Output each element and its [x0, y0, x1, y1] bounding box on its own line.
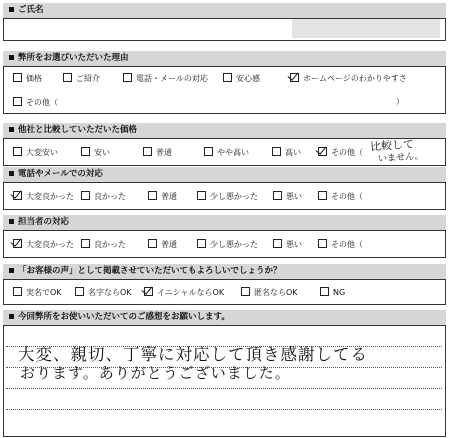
checkbox-icon[interactable]: [81, 191, 90, 200]
checkbox-checked-icon[interactable]: [318, 147, 327, 156]
checkbox-icon[interactable]: [320, 287, 329, 296]
section-heading-impression: [3, 310, 446, 325]
checkbox-icon[interactable]: [273, 239, 282, 248]
contact-option-very-good[interactable]: 大変良かった: [13, 191, 74, 202]
ruled-line: [6, 388, 442, 389]
checkbox-icon[interactable]: [272, 147, 281, 156]
checkbox-icon[interactable]: [241, 287, 250, 296]
impression-handwritten-line1: 大変、親切、丁寧に対応して頂き感謝してる: [18, 345, 368, 364]
price-option-cheap[interactable]: 安い: [81, 147, 110, 158]
checkbox-icon[interactable]: [148, 239, 157, 248]
checkbox-icon[interactable]: [223, 73, 232, 82]
checkbox-icon[interactable]: [13, 147, 22, 156]
checkbox-icon[interactable]: [81, 239, 90, 248]
contact-option-bad[interactable]: 悪い: [273, 191, 302, 202]
reason-option-other[interactable]: その他（: [13, 97, 58, 108]
bullet-square-icon: [9, 7, 14, 12]
section-heading-reason: [3, 51, 446, 66]
price-option-other[interactable]: その他（: [318, 147, 363, 158]
publish-option-ng[interactable]: NG: [320, 287, 345, 298]
checkbox-icon[interactable]: [63, 73, 72, 82]
reason-option-referral[interactable]: ご紹介: [63, 73, 100, 84]
reason-option-phone-mail[interactable]: 電話・メールの対応: [123, 73, 208, 84]
bullet-square-icon: [9, 268, 14, 273]
contact-option-normal[interactable]: 普通: [148, 191, 177, 202]
checkbox-icon[interactable]: [318, 239, 327, 248]
section-heading-price: [3, 123, 446, 138]
staff-option-bad[interactable]: 悪い: [273, 239, 302, 250]
bullet-square-icon: [9, 55, 14, 60]
staff-option-very-good[interactable]: 大変良かった: [13, 239, 74, 250]
price-handwritten-line1: 比較して: [369, 137, 415, 154]
checkbox-icon[interactable]: [143, 147, 152, 156]
checkbox-icon[interactable]: [81, 147, 90, 156]
heading-text: 弊所をお選びいただいた理由: [18, 53, 129, 63]
publish-option-real-name[interactable]: 実名でOK: [13, 287, 62, 298]
section-heading-staff: [3, 215, 446, 230]
name-redaction: [292, 19, 440, 38]
publish-options-box: [3, 279, 446, 305]
bullet-square-icon: [9, 171, 14, 176]
checkbox-icon[interactable]: [13, 287, 22, 296]
heading-text: 担当者の対応: [18, 217, 70, 227]
ruled-line: [6, 409, 442, 410]
price-handwritten-line2: いません。: [377, 151, 424, 165]
section-heading-contact: [3, 167, 446, 182]
reason-option-reassurance[interactable]: 安心感: [223, 73, 260, 84]
price-option-very-cheap[interactable]: 大変安い: [13, 147, 58, 158]
checkbox-checked-icon[interactable]: [13, 191, 22, 200]
checkbox-checked-icon[interactable]: [13, 239, 22, 248]
reason-option-homepage[interactable]: ホームページのわかりやすさ: [290, 73, 407, 84]
checkbox-checked-icon[interactable]: [144, 287, 153, 296]
bullet-square-icon: [9, 314, 14, 319]
bullet-square-icon: [9, 127, 14, 132]
heading-text: 今回弊所をお使いいただいてのご感想をお願いします。: [18, 312, 230, 322]
checkbox-icon[interactable]: [197, 191, 206, 200]
checkbox-icon[interactable]: [123, 73, 132, 82]
checkbox-icon[interactable]: [13, 73, 22, 82]
staff-option-slightly-bad[interactable]: 少し悪かった: [197, 239, 258, 250]
checkbox-icon[interactable]: [273, 191, 282, 200]
price-option-normal[interactable]: 普通: [143, 147, 172, 158]
publish-option-initials[interactable]: イニシャルならOK: [144, 287, 224, 298]
heading-text: 「お客様の声」として掲載させていただいてもよろしいでしょうか？: [18, 266, 282, 276]
publish-option-anonymous[interactable]: 匿名ならOK: [241, 287, 298, 298]
staff-option-good[interactable]: 良かった: [81, 239, 126, 250]
impression-handwritten-line2: おります。ありがとうございました。: [20, 364, 291, 382]
bullet-square-icon: [9, 219, 14, 224]
checkbox-icon[interactable]: [75, 287, 84, 296]
checkbox-icon[interactable]: [148, 191, 157, 200]
heading-text: 電話やメールでの対応: [18, 169, 103, 179]
contact-option-other[interactable]: その他（: [318, 191, 363, 202]
reason-other-close: ）: [396, 97, 404, 106]
staff-option-other[interactable]: その他（: [318, 239, 363, 250]
heading-text: 他社と比較していただいた価格: [18, 125, 138, 135]
checkbox-icon[interactable]: [13, 97, 22, 106]
checkbox-icon[interactable]: [197, 239, 206, 248]
price-option-slightly-high[interactable]: やや高い: [204, 147, 249, 158]
contact-option-slightly-bad[interactable]: 少し悪かった: [197, 191, 258, 202]
heading-text: ご氏名: [18, 5, 44, 15]
reason-option-price[interactable]: 価格: [13, 73, 42, 84]
section-heading-name: [3, 3, 446, 18]
price-option-high[interactable]: 高い: [272, 147, 301, 158]
checkbox-icon[interactable]: [204, 147, 213, 156]
checkbox-icon[interactable]: [318, 191, 327, 200]
contact-option-good[interactable]: 良かった: [81, 191, 126, 202]
staff-option-normal[interactable]: 普通: [148, 239, 177, 250]
section-heading-publish: [3, 264, 446, 279]
checkbox-checked-icon[interactable]: [290, 73, 299, 82]
publish-option-surname[interactable]: 名字ならOK: [75, 287, 132, 298]
